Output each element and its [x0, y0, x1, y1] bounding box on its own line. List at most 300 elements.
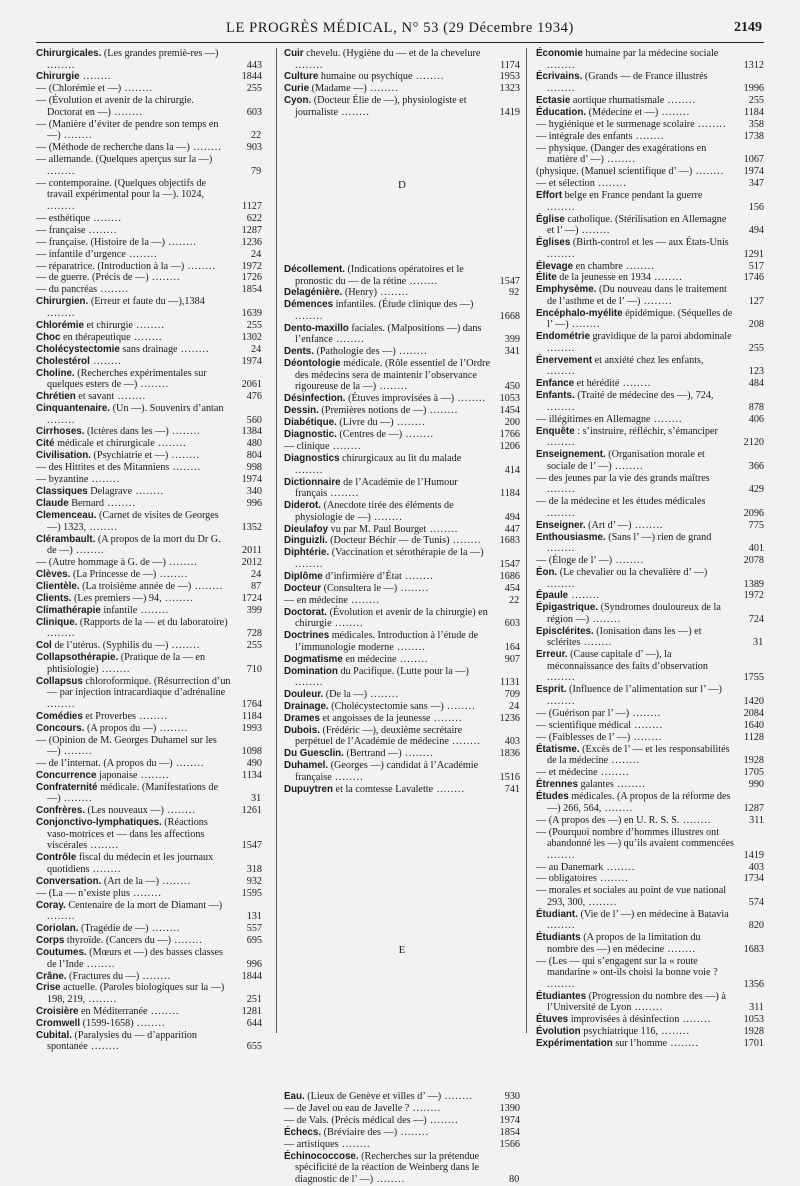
- index-entry: [36, 48, 262, 71]
- index-entry: [36, 652, 262, 675]
- entry-heading: Chrétien: [36, 391, 76, 403]
- index-entry: [284, 1127, 520, 1139]
- leader-dots: ........: [130, 331, 163, 343]
- leader-dots: ........: [139, 970, 172, 982]
- entry-text: de l’Académie de l’Humour français: [295, 476, 458, 500]
- entry-text: (Erreur et faute du —),1384: [88, 296, 205, 308]
- entry-text: — du pancréas: [36, 284, 98, 296]
- page-reference: 603: [504, 618, 520, 630]
- index-entry: [536, 956, 764, 991]
- entry-text: infantile: [100, 604, 138, 616]
- leader-dots: ........: [191, 580, 224, 592]
- page-reference: 1724: [241, 592, 262, 604]
- entry-text: — infantile d’urgence: [36, 248, 126, 260]
- index-entry: [36, 593, 262, 605]
- index-entry: [36, 284, 262, 296]
- leader-dots: ........: [603, 861, 636, 873]
- index-entry: [536, 48, 764, 71]
- entry-text: (Cholécystectomie sans —): [328, 701, 444, 712]
- page-reference: 878: [748, 401, 764, 413]
- entry-text: (Les nouveaux —): [85, 805, 164, 817]
- index-entry: [36, 923, 262, 935]
- leader-dots: ........: [679, 814, 712, 826]
- leader-dots: ........: [594, 178, 627, 190]
- leader-dots: ........: [148, 272, 181, 284]
- entry-text: psychiatrique 116,: [580, 1026, 659, 1038]
- leader-dots: ........: [580, 637, 613, 649]
- index-entry: [36, 95, 262, 118]
- page-reference: 517: [748, 260, 764, 272]
- entry-text: galantes: [577, 779, 614, 791]
- page-reference: 208: [748, 319, 764, 331]
- entry-heading: Clients.: [36, 592, 72, 604]
- leader-dots: ........: [547, 366, 576, 378]
- entry-text: (Excès de l’ — et les responsabilités de la médecine: [547, 743, 730, 767]
- entry-text: sans drainage: [119, 343, 178, 355]
- entry-heading: Expérimentation: [536, 1038, 613, 1050]
- page-reference: 1844: [241, 71, 262, 83]
- leader-dots: ........: [401, 570, 434, 582]
- entry-text: — de Javel ou eau de Javelle ?: [284, 1102, 410, 1114]
- index-entry: [536, 131, 764, 143]
- page-reference: 1454: [499, 405, 520, 417]
- leader-dots: ........: [396, 653, 429, 665]
- leader-dots: ........: [664, 943, 697, 955]
- entry-text: — (Opinion de M. Georges Duhamel sur les —): [36, 734, 217, 758]
- entry-text: (physique. (Manuel scientifique d’ —): [536, 166, 693, 178]
- leader-dots: ........: [60, 793, 93, 805]
- entry-heading: Clèves.: [36, 568, 71, 580]
- index-entry: [284, 71, 520, 83]
- leader-dots: ........: [664, 94, 697, 106]
- entry-text: — (Autre hommage à G. de —): [36, 557, 166, 569]
- section-letter: D: [398, 179, 406, 192]
- leader-dots: ........: [406, 275, 439, 287]
- leader-dots: ........: [60, 130, 93, 142]
- leader-dots: ........: [650, 272, 683, 284]
- entry-heading: Coray.: [36, 899, 66, 911]
- entry-heading: Démences: [284, 299, 334, 311]
- entry-text: humaine ou psychique: [318, 71, 413, 83]
- page-reference: 164: [504, 641, 520, 653]
- index-entry: [284, 760, 520, 783]
- entry-heading: Diplôme: [284, 570, 323, 582]
- index-entry: [36, 935, 262, 947]
- leader-dots: ........: [397, 582, 430, 594]
- entry-heading: Diabétique.: [284, 417, 337, 429]
- entry-text: — morales et sociales au point de vue national 293, 300,: [536, 885, 727, 908]
- leader-dots: ........: [172, 758, 205, 769]
- entry-text: (Bertrand —): [343, 748, 402, 760]
- page-reference: 603: [246, 106, 262, 118]
- index-entry: [36, 605, 262, 617]
- leader-dots: ........: [89, 863, 122, 875]
- index-entry: [536, 873, 764, 885]
- index-entry: [536, 555, 764, 567]
- entry-heading: Drainage.: [284, 701, 329, 712]
- entry-text: infantiles. (Étude clinique des —): [333, 299, 474, 311]
- page-reference: 123: [748, 366, 764, 378]
- index-entry: [36, 534, 262, 557]
- index-entry: [284, 713, 520, 725]
- index-entry: [36, 676, 262, 711]
- leader-dots: ........: [97, 284, 130, 296]
- index-entry: [536, 107, 764, 119]
- page-reference: 557: [246, 923, 262, 935]
- leader-dots: ........: [619, 378, 652, 390]
- leader-dots: ........: [114, 391, 147, 403]
- entry-heading: Enseigner.: [536, 519, 586, 531]
- leader-dots: ........: [47, 165, 76, 177]
- index-entry: [36, 711, 262, 723]
- entry-heading: Curie: [284, 83, 310, 95]
- entry-heading: Étudiants: [536, 932, 581, 944]
- leader-dots: ........: [83, 958, 116, 970]
- leader-dots: ........: [137, 769, 170, 781]
- page-reference: 429: [748, 484, 764, 496]
- leader-dots: ........: [86, 521, 118, 533]
- entry-text: de l’utérus. (Syphilis du —): [51, 640, 169, 652]
- entry-text: (Un —). Souvenirs d’antan: [110, 403, 224, 414]
- leader-dots: ........: [161, 592, 194, 604]
- index-entry: [536, 720, 764, 732]
- index-entry: [36, 617, 262, 640]
- entry-heading: Encéphalo-myélite: [536, 307, 623, 319]
- leader-dots: ........: [137, 379, 170, 391]
- page-reference: 1746: [743, 272, 764, 284]
- leader-dots: ........: [547, 672, 576, 684]
- page-reference: 1206: [499, 441, 520, 453]
- running-header: [36, 20, 764, 43]
- leader-dots: ........: [393, 417, 426, 429]
- leader-dots: ........: [47, 628, 76, 640]
- index-entry: — allemande. (Quelques aperçus sur la —) ........ 79: [36, 154, 262, 177]
- entry-text: humaine par la médecine sociale: [582, 48, 719, 59]
- page-reference: 484: [748, 378, 764, 390]
- leader-dots: ........: [47, 59, 76, 71]
- leader-dots: ........: [692, 166, 725, 178]
- entry-text: en médecine: [342, 653, 397, 665]
- entry-text: (Lieux de Genève et villes d’ —): [304, 1090, 442, 1102]
- entry-text: (Pratique de la — en phtisiologie): [47, 652, 206, 675]
- index-entry: [284, 48, 520, 71]
- entry-text: (Mœurs et —) des basses classes de l’Inde: [47, 947, 223, 970]
- index-entry: [36, 462, 262, 474]
- index-entry: Clèves. (La Princesse de —) ........ 24: [36, 568, 262, 580]
- entry-text: (Carnet de visites de Georges —) 1323,: [47, 510, 219, 533]
- leader-dots: ........: [568, 319, 601, 331]
- index-entry: [536, 885, 764, 908]
- entry-heading: Concours.: [36, 722, 85, 734]
- entry-text: (Consultera le —): [321, 582, 398, 594]
- entry-text: — (Faiblesses de l’ —): [536, 731, 631, 743]
- entry-heading: Civilisation.: [36, 450, 91, 462]
- page-reference: 932: [246, 875, 262, 887]
- entry-heading: Cyon.: [284, 95, 312, 107]
- entry-heading: Clemenceau.: [36, 510, 97, 522]
- entry-text: (Cause capitale d’ —), la méconnaissance des faits d’observation: [547, 649, 708, 672]
- leader-dots: ........: [630, 731, 663, 743]
- page-reference: 1854: [499, 1126, 520, 1138]
- page-reference: 255: [748, 342, 764, 354]
- page-reference: 1547: [241, 840, 262, 852]
- leader-dots: ........: [393, 641, 426, 653]
- entry-heading: Corps: [36, 935, 65, 947]
- entry-text: et hérédité: [574, 378, 620, 390]
- page-reference: 1134: [242, 769, 262, 781]
- index-entry: [36, 971, 262, 983]
- page-reference: 903: [246, 142, 262, 154]
- entry-text: médicale et chirurgicale: [54, 438, 155, 450]
- page-reference: 251: [246, 994, 262, 1006]
- index-entry: [536, 237, 764, 260]
- entry-heading: Col: [36, 640, 52, 652]
- index-entry: — en médecine ........ 22: [284, 594, 520, 606]
- page-reference: 804: [246, 450, 262, 462]
- index-entry: [536, 932, 764, 955]
- page-reference: 1854: [241, 284, 262, 296]
- index-entry: [284, 83, 520, 95]
- page-reference: 560: [246, 414, 262, 426]
- page-reference: 1595: [241, 887, 262, 899]
- entry-text: (Fractures du —): [66, 970, 140, 982]
- index-entry: [536, 331, 764, 354]
- entry-text: — (Pourquoi nombre d’hommes illustres ont abandonné les —) qu’ils avaient commencées: [536, 826, 734, 850]
- entry-heading: Élite: [536, 272, 557, 284]
- page-reference: 1928: [743, 755, 764, 767]
- entry-text: aortique rhumatismale: [570, 94, 665, 106]
- entry-heading: Clientèle.: [36, 580, 80, 592]
- leader-dots: ........: [168, 450, 201, 462]
- entry-heading: Écrivains.: [536, 71, 583, 83]
- page-reference: 1928: [743, 1026, 764, 1038]
- leader-dots: ........: [329, 441, 362, 453]
- page-reference: 1131: [500, 677, 520, 689]
- page-reference: 311: [749, 1002, 764, 1014]
- index-entry: [284, 453, 520, 476]
- page-reference: 443: [246, 59, 262, 71]
- leader-dots: ........: [430, 712, 463, 724]
- leader-dots: ........: [133, 1017, 166, 1029]
- entry-text: — clinique: [284, 441, 330, 453]
- index-entry: [284, 1115, 520, 1127]
- entry-heading: Dieulafoy: [284, 523, 329, 535]
- page-reference: 930: [504, 1090, 520, 1102]
- entry-heading: Cirrhoses.: [36, 426, 85, 438]
- index-entry: [36, 213, 262, 225]
- entry-text: (Les premiers —) 94,: [71, 592, 162, 604]
- leader-dots: ........: [129, 887, 162, 899]
- entry-heading: Delagénière.: [284, 287, 343, 299]
- entry-heading: Évolution: [536, 1026, 581, 1038]
- page-reference: 1184: [744, 106, 764, 118]
- leader-dots: ........: [622, 260, 655, 272]
- index-entry: [536, 602, 764, 625]
- entry-heading: Épigastrique.: [536, 602, 599, 614]
- index-entry: [536, 532, 764, 555]
- entry-text: — (Évolution et avenir de la chirurgie. Doctorat en —): [36, 95, 194, 118]
- entry-text: catholique. (Stérilisation en Allemagne et l’ —): [547, 213, 727, 237]
- index-entry: Cholécystectomie sans drainage ........ 24: [36, 343, 262, 355]
- section-letter: E: [398, 944, 406, 957]
- entry-heading: Diagnostics: [284, 453, 340, 465]
- entry-text: et la comtesse Lavalette: [333, 783, 434, 795]
- entry-heading: Effort: [536, 190, 563, 202]
- index-entry: [36, 852, 262, 875]
- page-reference: 450: [504, 381, 520, 393]
- entry-heading: Dictionnaire: [284, 476, 341, 488]
- index-entry: [284, 323, 520, 346]
- index-entry: [284, 748, 520, 760]
- entry-text: (Art d’ —): [585, 519, 632, 531]
- entry-heading: Économie: [536, 48, 583, 59]
- page-reference: 1974: [241, 474, 262, 486]
- leader-dots: ........: [98, 663, 131, 675]
- entry-heading: Croisière: [36, 1005, 79, 1017]
- index-entry: [284, 1139, 520, 1151]
- entry-text: : s’instruire, réfléchir, s’émanciper: [574, 425, 718, 437]
- entry-text: (De la —): [323, 689, 368, 701]
- page-reference: 1547: [499, 275, 520, 287]
- entry-heading: Conjonctivo-lymphatiques.: [36, 817, 162, 829]
- page-reference: 494: [748, 225, 764, 237]
- entry-heading: Étatisme.: [536, 743, 580, 755]
- page-reference: 709: [504, 689, 520, 701]
- leader-dots: ........: [189, 142, 222, 154]
- entry-text: — (A propos des —) en U. R. S. S.: [536, 814, 680, 826]
- page-reference: 366: [748, 460, 764, 472]
- page-reference: 1281: [241, 1005, 262, 1017]
- leader-dots: ........: [331, 618, 364, 630]
- entry-heading: Cité: [36, 438, 55, 450]
- leader-dots: ........: [367, 689, 399, 701]
- entry-text: — et sélection: [536, 178, 595, 190]
- page-reference: 1184: [242, 710, 262, 722]
- page-reference: 1566: [499, 1138, 520, 1150]
- leader-dots: ........: [87, 840, 120, 852]
- entry-heading: Doctorat.: [284, 606, 328, 618]
- page-reference: 1236: [499, 712, 520, 724]
- entry-heading: Chirurgien.: [36, 296, 89, 308]
- leader-dots: ........: [409, 1102, 442, 1114]
- leader-dots: ........: [137, 604, 170, 616]
- entry-heading: Clinique.: [36, 616, 78, 628]
- entry-text: (Progression du nombre des —) à l’Université de Lyon: [547, 990, 726, 1014]
- entry-heading: Enquête: [536, 425, 575, 437]
- page-reference: 998: [246, 462, 262, 474]
- leader-dots: ........: [402, 429, 435, 441]
- leader-dots: ........: [597, 767, 630, 779]
- index-entry: [36, 71, 262, 83]
- entry-text: (La troisième année de —): [79, 580, 192, 592]
- leader-dots: ........: [136, 710, 168, 722]
- entry-heading: Douleur.: [284, 689, 324, 701]
- index-entry: [36, 83, 262, 95]
- index-entry: [536, 119, 764, 131]
- entry-text: improvisées à désinfection: [568, 1014, 680, 1026]
- page-reference: 2120: [743, 437, 764, 449]
- entry-heading: Choline.: [36, 367, 75, 379]
- index-entry: [36, 178, 262, 213]
- page-reference: 990: [748, 779, 764, 791]
- page-reference: 1972: [241, 260, 262, 272]
- page-reference: 1384: [241, 426, 262, 438]
- entry-text: du Pacifique. (Lutte pour la —): [337, 665, 469, 677]
- entry-text: (Ionisation dans les —) et sclérites: [547, 625, 702, 649]
- entry-text: (Docteur Élie de —), physiologiste et journaliste: [295, 95, 467, 118]
- entry-text: Centenaire de la mort de Diamant —): [65, 899, 223, 911]
- entry-heading: Erreur.: [536, 649, 568, 661]
- page-reference: 358: [748, 118, 764, 130]
- index-entry: [536, 567, 764, 590]
- index-entry: [536, 590, 764, 602]
- leader-dots: ........: [578, 225, 611, 237]
- entry-heading: Enthousiasme.: [536, 531, 606, 543]
- index-entry: [36, 474, 262, 486]
- entry-text: — des jeunes par la vie des grands maîtres: [536, 472, 710, 484]
- entry-text: (A propos de la limitation du nombre des —) en médecine: [547, 932, 701, 955]
- page-reference: 1419: [743, 849, 764, 861]
- entry-heading: Confrères.: [36, 805, 85, 817]
- entry-text: — contemporaine. (Quelques objectifs de travail expérimental pour la —). 1024,: [36, 177, 207, 201]
- page-reference: 399: [246, 604, 262, 616]
- leader-dots: ........: [547, 578, 576, 590]
- page-reference: 255: [246, 319, 262, 331]
- entry-text: en thérapeutique: [60, 331, 131, 343]
- page-reference: 1312: [743, 59, 764, 71]
- index-entry: [284, 571, 520, 583]
- index-entry: — infantile d’urgence ........ 24: [36, 248, 262, 260]
- page-reference: 724: [748, 613, 764, 625]
- entry-text: (Tragédie de —): [78, 923, 149, 935]
- leader-dots: ........: [608, 755, 641, 767]
- page-reference: 131: [246, 911, 262, 923]
- leader-dots: ........: [47, 200, 76, 212]
- entry-text: (Syndromes douloureux de la région —): [547, 602, 721, 625]
- index-entry: [36, 510, 262, 533]
- entry-text: — illégitimes en Allemagne: [536, 413, 651, 425]
- leader-dots: ........: [547, 437, 576, 449]
- leader-dots: ........: [443, 701, 476, 712]
- entry-text: (Vie de l’ —) en médecine à Batavia: [577, 908, 729, 920]
- entry-heading: Coriolan.: [36, 923, 79, 935]
- entry-text: d’infirmière d’État: [322, 570, 402, 582]
- index-entry: [36, 982, 262, 1005]
- leader-dots: ........: [170, 935, 203, 947]
- leader-dots: ........: [547, 849, 576, 861]
- entry-text: médicale. (Rôle essentiel de l’Ordre des médecins sera de maintenir l’observance rigoureuse de la —): [295, 358, 490, 393]
- page-reference: 1836: [499, 748, 520, 760]
- leader-dots: ........: [132, 486, 165, 498]
- entry-heading: Drames: [284, 712, 320, 724]
- entry-heading: Cholécystectomie: [36, 343, 120, 355]
- leader-dots: ........: [338, 1138, 371, 1150]
- entry-heading: Cholestérol: [36, 355, 90, 367]
- entry-text: (Organisation morale et sociale de l’ —): [547, 449, 705, 472]
- entry-heading: Eau.: [284, 1090, 305, 1102]
- entry-heading: Décollement.: [284, 264, 345, 275]
- index-entry: [536, 390, 764, 413]
- page-reference: 414: [504, 464, 520, 476]
- index-entry: [36, 225, 262, 237]
- page-reference: 340: [246, 486, 262, 498]
- leader-dots: ........: [547, 248, 576, 260]
- index-entry: [536, 378, 764, 390]
- entry-heading: Classiques: [36, 486, 88, 498]
- entry-heading: Cromwell: [36, 1017, 81, 1029]
- entry-text: (1599-1658): [80, 1017, 134, 1029]
- entry-text: (Centres de —): [336, 429, 403, 441]
